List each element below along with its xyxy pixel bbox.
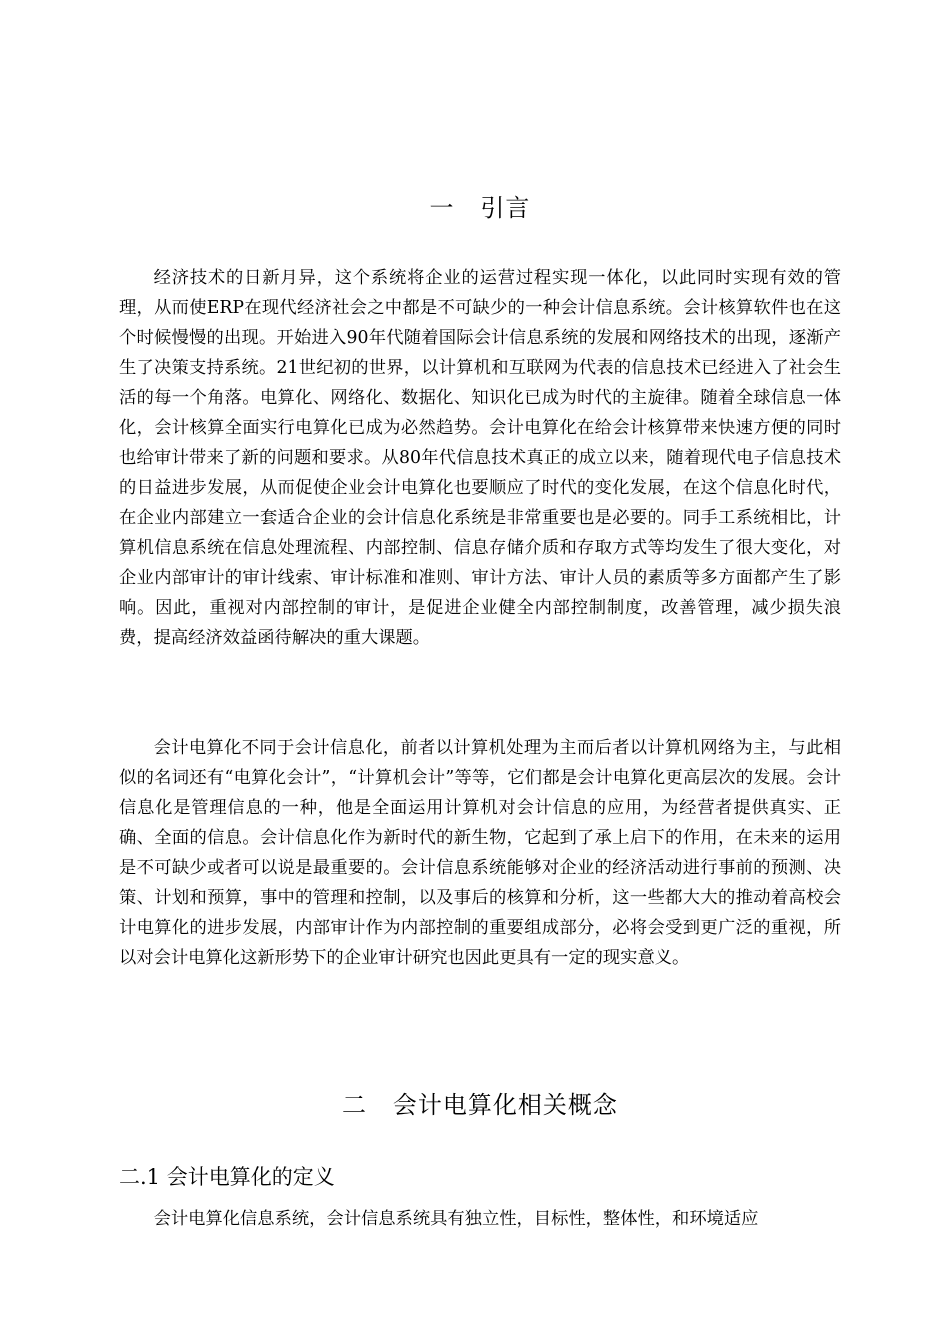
paragraph-introduction-2: 会计电算化不同于会计信息化，前者以计算机处理为主而后者以计算机网络为主，与此相似的名词还有“电算化会计”，“计算机会计”等等，它们都是会计电算化更高层次的发展。会计信息化是管理信息的一种，他是全面运用计算机对会计信息的应用，为经营者提供真实、正确、全面的信息。会计信息化作为新时代的新生物，它起到了承上启下的作用，在未来的运用是不可缺少或者可以说是最重要的。会计信息系统能够对企业的经济活动进行事前的预测、决策、计划和预算，事中的管理和控制，以及事后的核算和分析，这一些都大大的推动着高校会计电算化的进步发展，内部审计作为内部控制的重要组成部分，必将会受到更广泛的重视，所以对会计电算化这新形势下的企业审计研究也因此更具有一定的现实意义。: [119, 738, 841, 968]
section-heading-introduction: 一 引言: [429, 194, 531, 222]
section-heading-concepts: 二 会计电算化相关概念: [342, 1091, 618, 1119]
subsection-heading-definition: 二.1 会计电算化的定义: [119, 1165, 335, 1189]
paragraph-definition-1: 会计电算化信息系统，会计信息系统具有独立性，目标性，整体性，和环境适应: [153, 1209, 759, 1229]
paragraph-introduction-1: 经济技术的日新月异，这个系统将企业的运营过程实现一体化，以此同时实现有效的管理，从而使ERP在现代经济社会之中都是不可缺少的一种会计信息系统。会计核算软件也在这个时候慢慢的出现。开始进入90年代随着国际会计信息系统的发展和网络技术的出现，逐渐产生了决策支持系统。21世纪初的世界，以计算机和互联网为代表的信息技术已经进入了社会生活的每一个角落。电算化、网络化、数据化、知识化已成为时代的主旋律。随着全球信息一体化，会计核算全面实行电算化已成为必然趋势。会计电算化在给会计核算带来快速方便的同时也给审计带来了新的问题和要求。从80年代信息技术真正的成立以来，随着现代电子信息技术的日益进步发展，从而促使企业会计电算化也要顺应了时代的变化发展，在这个信息化时代，在企业内部建立一套适合企业的会计信息化系统是非常重要也是必要的。同手工系统相比，计算机信息系统在信息处理流程、内部控制、信息存储介质和存取方式等均发生了很大变化，对企业内部审计的审计线索、审计标准和准则、审计方法、审计人员的素质等多方面都产生了影响。因此，重视对内部控制的审计，是促进企业健全内部控制制度，改善管理，减少损失浪费，提高经济效益函待解决的重大课题。: [119, 268, 841, 648]
